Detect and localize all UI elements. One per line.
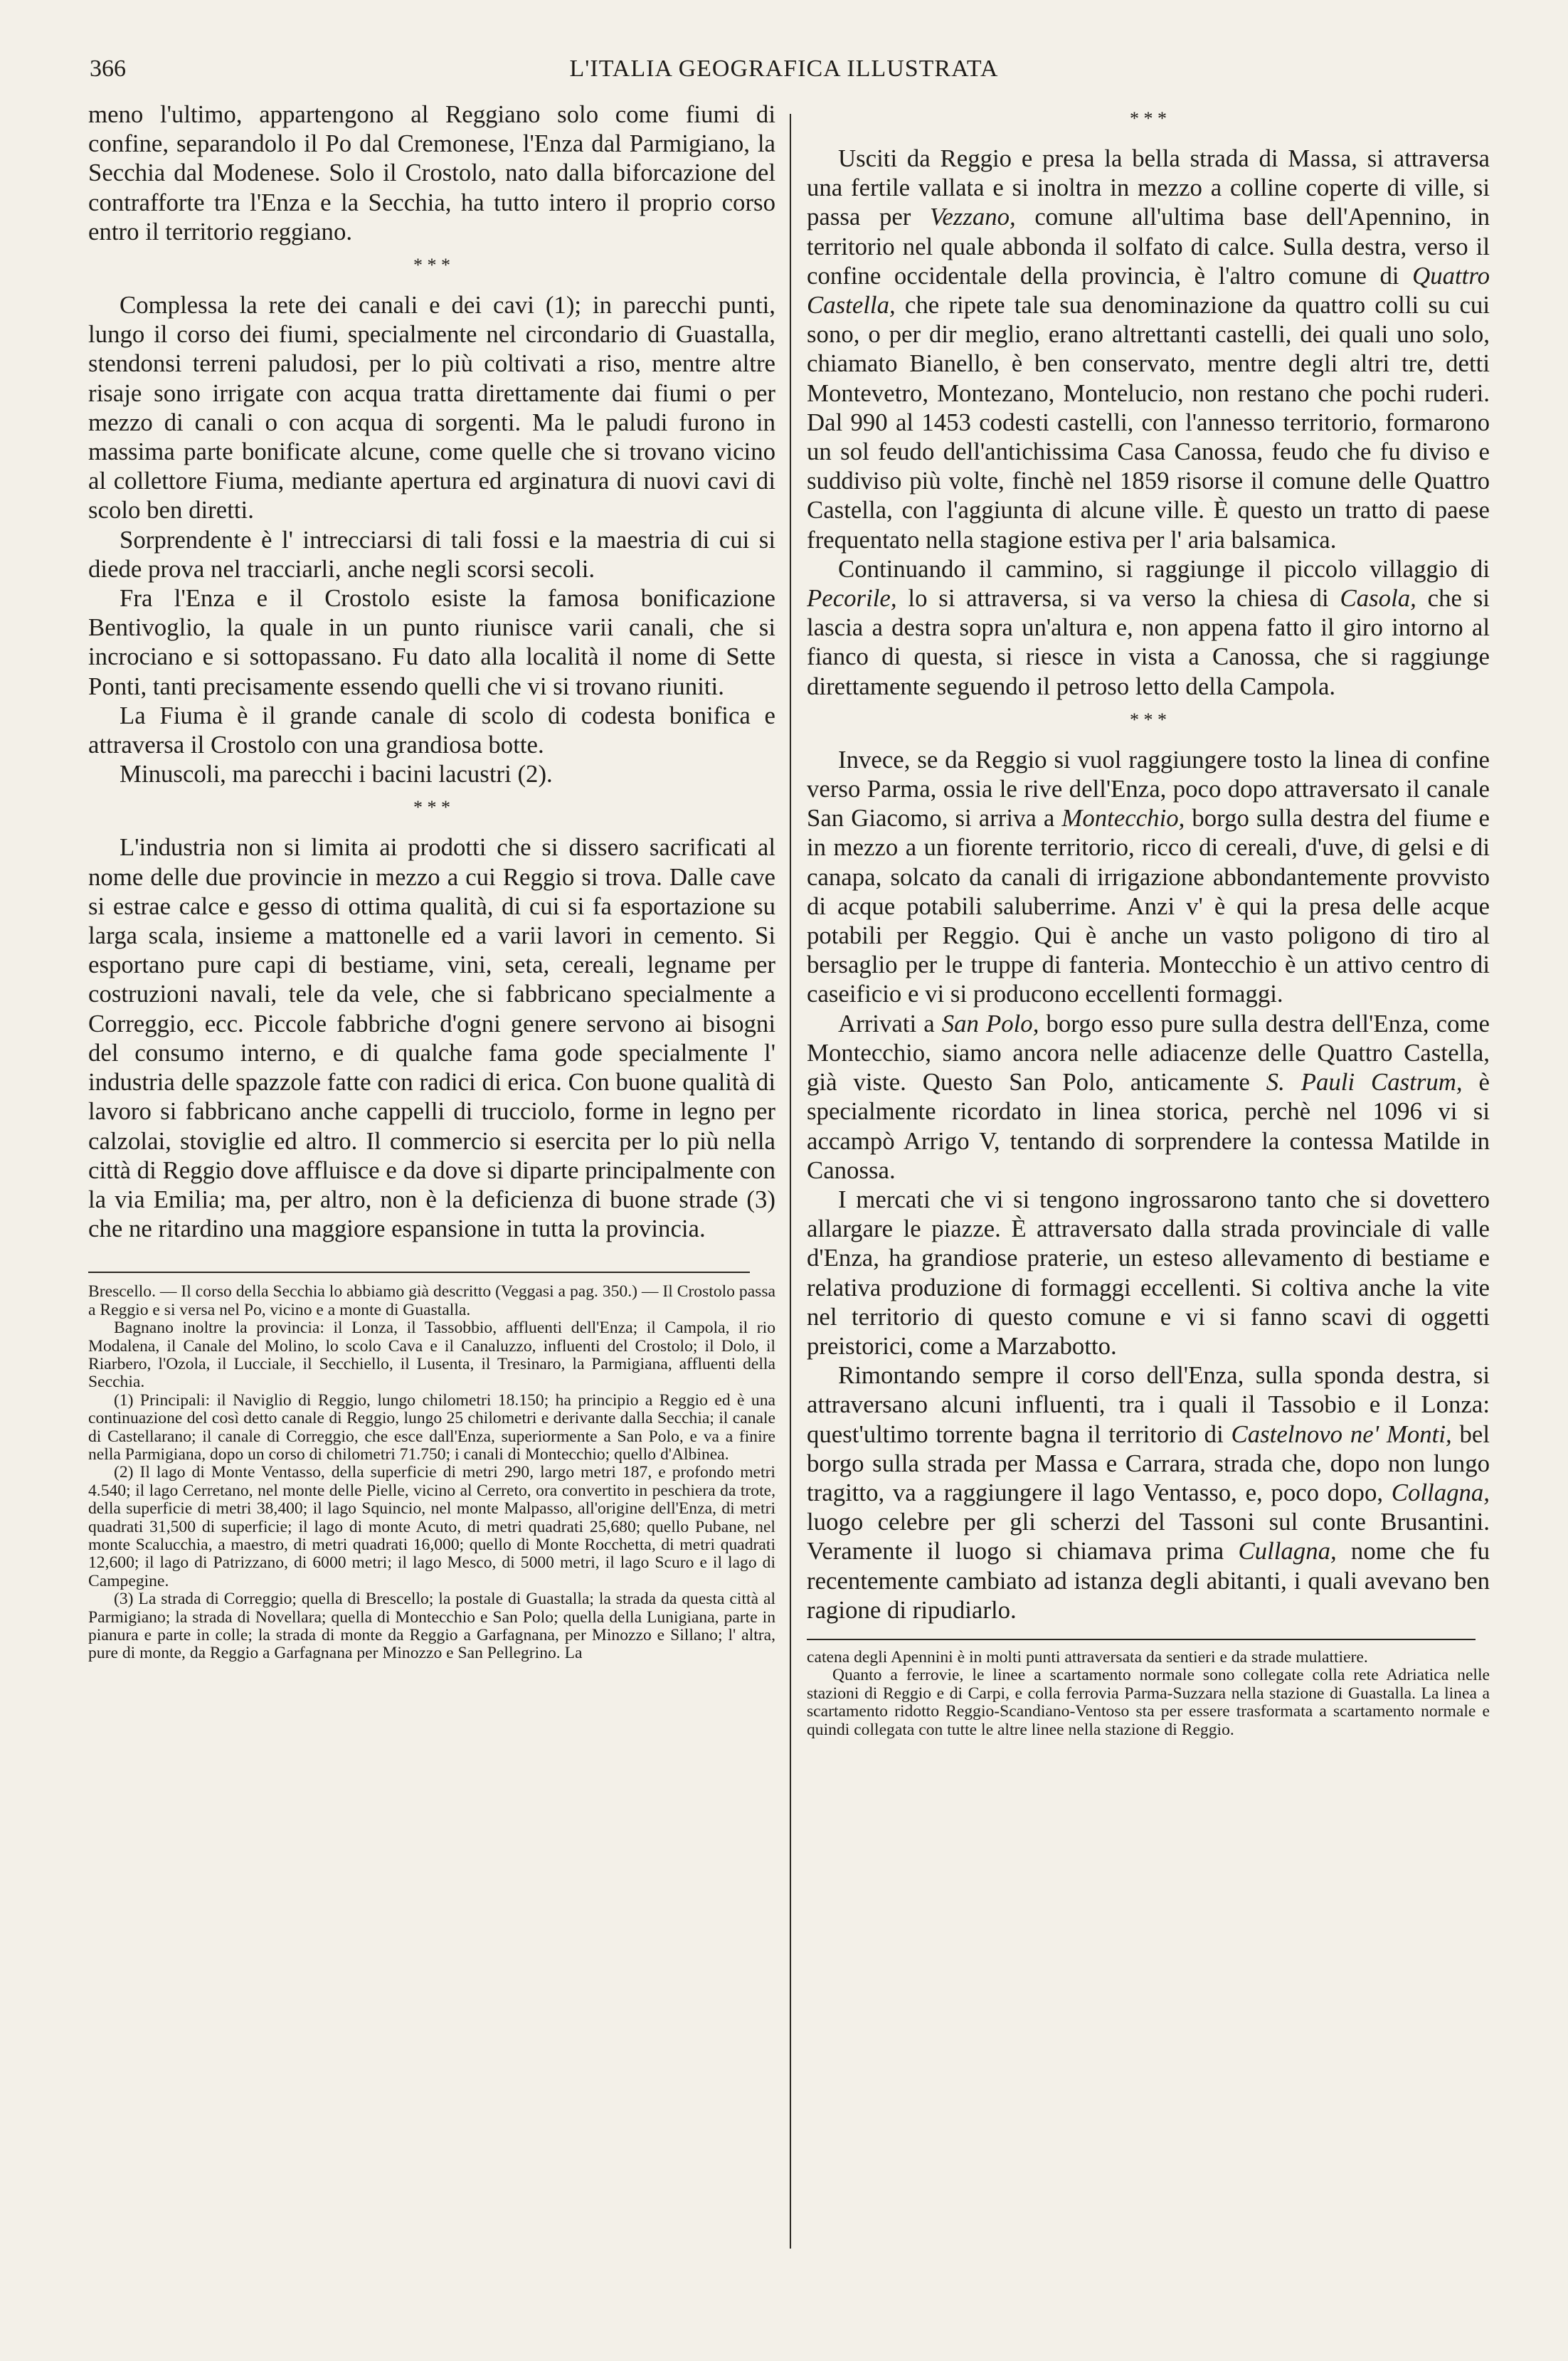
- paragraph: Fra l'Enza e il Crostolo esiste la famosa bonificazione Bentivoglio, la quale in un punto riunisce varii canali, che si incrociano e si sottopassano. Fu dato alla località il nome di Sette Ponti, tanti precisamente essendo quelli che vi si trovano riuniti.: [88, 584, 775, 700]
- section-separator: [88, 788, 775, 833]
- separator-asterisks: * * *: [1130, 709, 1167, 730]
- paragraph: meno l'ultimo, appartengono al Reggiano solo come fiumi di confine, separandolo il Po dal Cremonese, l'Enza dal Parmigiano, la Secchia dal Modenese. Solo il Crostolo, nato dalla biforcazione del contrafforte tra l'Enza e la Secchia, ha tutto intero il proprio corso entro il territorio reggiano.: [88, 100, 775, 245]
- place-name: S. Pauli Castrum,: [1266, 1068, 1463, 1097]
- place-name: Collagna,: [1391, 1478, 1490, 1506]
- footnote: (1) Principali: il Naviglio di Reggio, lungo chilometri 18.150; ha principio a Reggio ed è una continuazione del così detto canale di Reggio, lungo 25 chilometri e derivante dalla Secchia; il canale di Castellarano; il canale di Correggio, che esce dall'Enza, superiormente a San Polo, e va a finire nella Parmigiana, dopo un corso di chilometri 71.750; i canali di Montecchio; quello d'Albinea.: [88, 1390, 775, 1464]
- paragraph: La Fiuma è il grande canale di scolo di codesta bonifica e attraversa il Crostolo con una grandiosa botte.: [88, 701, 775, 759]
- separator-asterisks: * * *: [413, 797, 450, 818]
- place-name: San Polo,: [941, 1009, 1039, 1037]
- paragraph: Rimontando sempre il corso dell'Enza, sulla sponda destra, si attraversano alcuni influenti, tra i quali il Tassobio e il Lonza: quest'ultimo torrente bagna il territorio di Castelnovo ne' Monti, bel borgo sulla strada per Massa e Carrara, strada che, dopo non lungo tragitto, va a raggiungere il lago Ventasso, e, poco dopo, Collagna, luogo celebre per gli scherzi del Tassoni sul conte Brusantini. Veramente il luogo si chiamava prima Cullagna, nome che fu recentemente cambiato ad istanza degli abitanti, i quali avevano ben ragione di ripudiarlo.: [807, 1361, 1490, 1624]
- footnote: (3) La strada di Correggio; quella di Brescello; la postale di Guastalla; la strada da questa città al Parmigiano; la strada di Novellara; quella di Montecchio e San Polo; quella della Lunigiana, parte in pianura e parte in colle; la strada di monte da Reggio a Garfagnana, per Minozzo e Sillano; l' altra, pure di monte, da Reggio a Garfagnana per Minozzo e San Pellegrino. La: [88, 1590, 775, 1663]
- column-divider: [790, 114, 791, 2249]
- place-name: Quattro Castella,: [807, 261, 1490, 319]
- place-name: Cullagna,: [1238, 1537, 1337, 1565]
- right-column: [807, 100, 1490, 2313]
- paragraph: Complessa la rete dei canali e dei cavi (1); in parecchi punti, lungo il corso dei fiumi, specialmente nel circondario di Guastalla, stendonsi terreni paludosi, per lo più coltivati a riso, mentre altre risaje sono irrigate con acqua tratta direttamente dai fiumi o per mezzo di canali o con acqua di sorgenti. Ma le paludi furono in massima parte bonificate alcune, come quelle che si trovano vicino al collettore Fiuma, mediante apertura ed arginatura di nuovi cavi di scolo ben diretti.: [88, 291, 775, 524]
- place-name: Pecorile,: [807, 584, 897, 613]
- section-separator: [807, 701, 1490, 745]
- paragraph: Usciti da Reggio e presa la bella strada di Massa, si attraversa una fertile vallata e si inoltra in mezzo a colline coperte di ville, si passa per Vezzano, comune all'ultima base dell'Apennino, in territorio nel quale abbonda il solfato di calce. Sulla destra, verso il confine occidentale della provincia, è l'altro comune di Quattro Castella, che ripete tale sua denominazione da quattro colli su cui sono, o per dir meglio, erano altrettanti castelli, dei quali uno solo, chiamato Bianello, è ben conservato, mentre degli altri tre, detti Montevetro, Montezano, Montelucio, non restano che pochi ruderi. Dal 990 al 1453 codesti castelli, con l'annesso territorio, formarono un sol feudo dell'antichissima Casa Canossa, feudo che fu diviso e suddiviso più volte, finchè nel 1859 risorse il comune delle Quattro Castella, con l'aggiunta di alcune ville. È questo un tratto di paese frequentato nella stagione estiva per l' aria balsamica.: [807, 144, 1490, 554]
- place-name: Montecchio,: [1061, 804, 1185, 833]
- footnote-rule: [88, 1272, 750, 1273]
- paragraph: I mercati che vi si tengono ingrossarono tanto che si dovettero allargare le piazze. È attraversato dalla strada provinciale di valle d'Enza, ha grandiose praterie, un esteso allevamento di bestiame e relativa produzione di formaggi eccellenti. Si coltiva anche la vite nel territorio di questo comune e vi si fanno scavi di oggetti preistorici, come a Marzabotto.: [807, 1185, 1490, 1360]
- paragraph: Invece, se da Reggio si vuol raggiungere tosto la linea di confine verso Parma, ossia le rive dell'Enza, poco dopo attraversato il canale San Giacomo, si arriva a Montecchio, borgo sulla destra del fiume e in mezzo a un fiorente territorio, ricco di cereali, d'uve, di gelsi e di canapa, solcato da canali di irrigazione abbondantemente provvisto di acque potabili saluberrime. Anzi v' è qui la presa delle acque potabili per Reggio. Qui è anche un vasto poligono di tiro al bersaglio per le truppe di fanteria. Montecchio è un attivo centro di caseificio e vi si producono eccellenti formaggi.: [807, 745, 1490, 1008]
- separator-asterisks: * * *: [1130, 108, 1167, 129]
- running-title: L'ITALIA GEOGRAFICA ILLUSTRATA: [569, 56, 999, 82]
- paragraph: L'industria non si limita ai prodotti che si dissero sacrificati al nome delle due provincie in mezzo a cui Reggio si trova. Dalle cave si estrae calce e gesso di ottima qualità, di cui si fa esportazione su larga scala, insieme a mattonelle ed a varii lavori in cemento. Si esportano pure capi di bestiame, vini, seta, cereali, legname per costruzioni navali, tele da vele, che si fabbricano specialmente a Correggio, ecc. Piccole fabbriche d'ogni genere servono ai bisogni del consumo interno, e di qualche fama gode specialmente l' industria delle spazzole fatte con radici di erica. Con buone qualità di lavoro si fabbricano anche cappelli di trucciolo, forme in legno per calzolai, stoviglie ed altro. Il commercio si esercita per lo più nella città di Reggio dove affluisce e da dove si diparte principalmente con la via Emilia; ma, per altro, non è la deficienza di buone strade (3) che ne ritardino una maggiore espansione in tutta la provincia.: [88, 833, 775, 1243]
- paragraph: Continuando il cammino, si raggiunge il piccolo villaggio di Pecorile, lo si attraversa, si va verso la chiesa di Casola, che si lascia a destra sopra un'altura e, non appena fatto il giro intorno al fianco di questa, si riesce in vista a Canossa, che si raggiunge direttamente seguendo il petroso letto della Campola.: [807, 554, 1490, 700]
- footnote: Brescello. — Il corso della Secchia lo abbiamo già descritto (Veggasi a pag. 350.) — Il Crostolo passa a Reggio e si versa nel Po, vicino e a monte di Guastalla.: [88, 1282, 775, 1319]
- footnote: (2) Il lago di Monte Ventasso, della superficie di metri 290, largo metri 187, e profondo metri 4.540; il lago Cerretano, nel monte delle Pielle, vicino al Cerreto, ora convertito in peschiera da trote, della superficie di metri 38,400; il lago Squincio, nel monte Malpasso, all'origine dell'Enza, di metri quadrati 31,500 di superficie; il lago di monte Acuto, di metri quadrati 25,680; quello Pubane, nel monte Scalucchia, a maestro, di metri quadrati 16,000; quello di Monte Rocchetta, di metri quadrati 12,600; il lago di Patrizzano, di 6000 metri; il lago Mesco, di 5000 metri, il lago Scuro e il lago di Campegine.: [88, 1463, 775, 1590]
- footnote-rule: [807, 1639, 1476, 1640]
- paragraph: Minuscoli, ma parecchi i bacini lacustri (2).: [120, 760, 553, 788]
- left-column: [88, 100, 775, 2313]
- paragraph: Arrivati a San Polo, borgo esso pure sulla destra dell'Enza, come Montecchio, siamo ancora nelle adiacenze delle Quattro Castella, già viste. Questo San Polo, anticamente S. Pauli Castrum, è specialmente ricordato in linea storica, perchè nel 1096 vi si accampò Arrigo V, tentando di sorprendere la contessa Matilde in Canossa.: [807, 1009, 1490, 1184]
- separator-asterisks: * * *: [413, 255, 450, 276]
- place-name: Vezzano,: [929, 203, 1016, 231]
- place-name: Casola,: [1340, 584, 1416, 613]
- paragraph: Sorprendente è l' intrecciarsi di tali fossi e la maestria di cui si diede prova nel tracciarli, anche negli scorsi secoli.: [88, 525, 775, 583]
- section-separator: [88, 246, 775, 290]
- footnote: Bagnano inoltre la provincia: il Lonza, il Tassobbio, affluenti dell'Enza; il Campola, il rio Modalena, il Canale del Molino, lo scolo Cava e il Canaluzzo, influenti del Crostolo; il Dolo, il Riarbero, l'Ozola, il Lucciale, il Secchiello, il Lusenta, il Tresinaro, la Parmigiana, affluenti della Secchia.: [88, 1319, 775, 1392]
- place-name: Castelnovo ne' Monti,: [1231, 1420, 1452, 1448]
- footnote: catena degli Apennini è in molti punti attraversata da sentieri e da strade mulattiere.: [807, 1647, 1368, 1667]
- section-separator: [807, 100, 1490, 144]
- footnote: Quanto a ferrovie, le linee a scartamento normale sono collegate colla rete Adriatica nelle stazioni di Reggio e di Carpi, e colla ferrovia Parma-Suzzara nella stazione di Guastalla. La linea a scartamento ridotto Reggio-Scandiano-Ventoso sta per essere trasformata a scartamento normale e quindi collegata con tutte le altre linee nella stazione di Reggio.: [807, 1666, 1490, 1739]
- page-number: 366: [90, 56, 126, 82]
